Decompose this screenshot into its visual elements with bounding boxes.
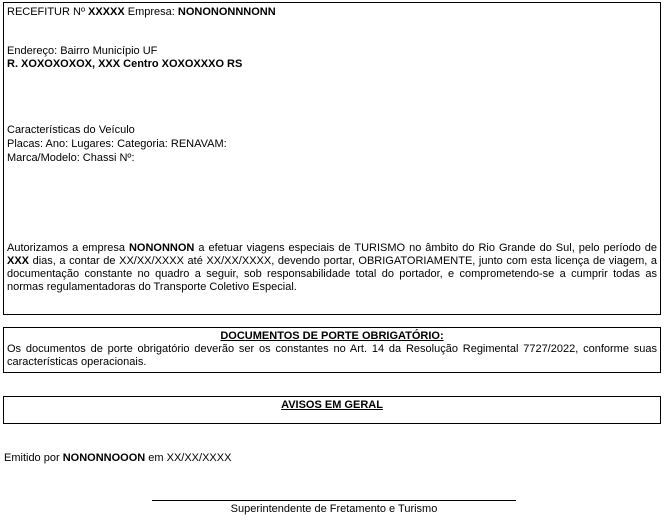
header-line [7,6,657,19]
recefitur-label: RECEFITUR Nº [7,6,85,18]
signature-line [152,500,516,501]
vehicle-title: Características do Veículo [7,124,135,136]
authorization-paragraph: Autorizamos a empresa NONONNON a efetuar viagens especiais de TURISMO no âmbito do Rio Grande do Sul, pelo período de XXX dias, a contar de XX/XX/XXXX até XX/XX/XXXX, devendo portar, OBRIGATORIAMENTE, junto com esta licença de viagem, a documentação constante no quadro a seguir, sob responsabilidade total do portador, e comprometendo-se a cumprir todas as normas regulamentadoras do Transporte Coletivo Especial. [7,242,658,293]
address-value: R. XOXOXOXOX, XXX Centro XOXOXXXO RS [7,58,243,70]
license-main-box [3,2,661,315]
documents-title: DOCUMENTOS DE PORTE OBRIGATÓRIO: [220,330,444,342]
address-label: Endereço: Bairro Município UF [7,45,158,57]
authorized-days: XXX [7,255,30,267]
signature-label: Superintendente de Fretamento e Turismo [230,503,438,515]
empresa-name: NONONONNNONN [177,6,276,18]
emitted-line: Emitido por NONONNOOON em XX/XX/XXXX [4,452,232,464]
avisos-title: AVISOS EM GERAL [281,399,383,411]
recefitur-number: XXXXX [88,6,125,18]
documents-text: Os documentos de porte obrigatório deverão ser os constantes no Art. 14 da Resolução Regimental 7727/2022, conforme suas características operacionais. [7,343,657,368]
vehicle-line-1: Placas: Ano: Lugares: Categoria: RENAVAM: [7,138,227,150]
empresa-label: Empresa: [127,6,175,18]
vehicle-line-2: Marca/Modelo: Chassi Nº: [7,152,135,164]
documents-box [3,327,661,373]
authorized-company: NONONNON [128,242,195,254]
avisos-box [3,396,661,424]
emitter-name: NONONNOOON [62,452,146,464]
